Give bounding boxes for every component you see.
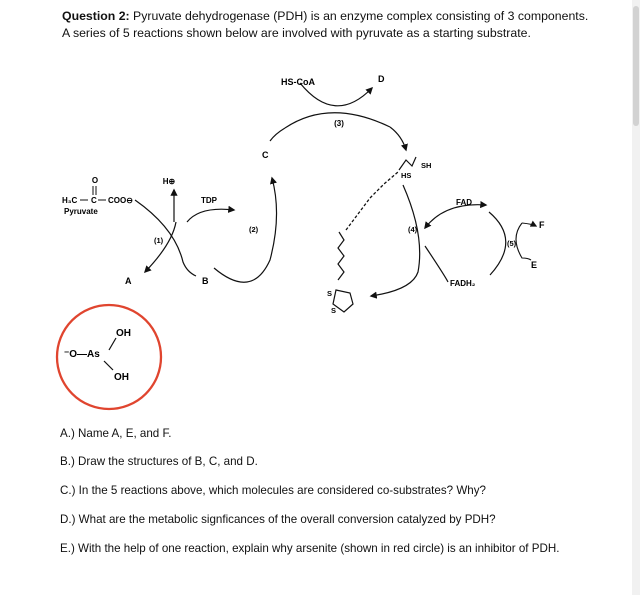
- label-A: A: [125, 276, 132, 286]
- step1-label: (1): [154, 236, 164, 245]
- question-title-text: Pyruvate dehydrogenase (PDH) is an enzyme complex consisting of 3 components.: [129, 9, 589, 23]
- arsenite-oh-top: OH: [116, 328, 131, 339]
- question-title-line2: A series of 5 reactions shown below are involved with pyruvate as a starting substrate.: [62, 26, 531, 40]
- question-a: A.) Name A, E, and F.: [60, 427, 172, 440]
- step4-main-arc: [371, 185, 420, 296]
- lipoyl-arm-lower: [338, 232, 344, 280]
- step5-cosubstrate-arc: [516, 223, 531, 260]
- label-C: C: [262, 150, 269, 160]
- question-b: B.) Draw the structures of B, C, and D.: [60, 455, 258, 468]
- pyruvate-carbonyl-o: O: [91, 176, 99, 185]
- label-D: D: [378, 74, 385, 84]
- pyruvate-methyl: H₃C: [62, 196, 78, 205]
- step2-arc: [214, 178, 277, 282]
- question-number: Question 2:: [62, 9, 130, 23]
- sh-label: SH: [421, 161, 432, 170]
- pyruvate-structure: [62, 176, 133, 216]
- tdp-arrow: [187, 209, 234, 222]
- fadh2-label: FADH₂: [450, 279, 476, 288]
- hs-label: HS: [401, 171, 412, 180]
- step3-label: (3): [334, 119, 344, 128]
- hplus-label: H⊕: [162, 177, 176, 186]
- step1-arc-a: [135, 200, 196, 276]
- step5-main-arc: [489, 212, 506, 275]
- lipoyl-arm-upper: [346, 172, 398, 230]
- fad-arrow: [425, 205, 486, 228]
- label-B: B: [202, 276, 209, 286]
- arsenite-structure: [57, 305, 161, 409]
- label-E: E: [531, 260, 538, 270]
- pyruvate-carbon: C: [91, 196, 97, 205]
- fad-label: FAD: [456, 198, 472, 207]
- step5-label: (5): [507, 239, 517, 248]
- hscoa-label: HS-CoA: [281, 77, 315, 87]
- lipoyl-dithiolane-ring: [327, 289, 353, 315]
- question-c: C.) In the 5 reactions above, which molecules are considered co-substrates? Why?: [60, 484, 486, 497]
- question-e: E.) With the help of one reaction, explain why arsenite (shown in red circle) is an inhibitor of PDH.: [60, 542, 560, 555]
- step2-label: (2): [249, 225, 259, 234]
- ring-sulfur-2: S: [331, 306, 337, 315]
- question-d: D.) What are the metabolic signficances of the overall conversion catalyzed by PDH?: [60, 513, 496, 526]
- tdp-label: TDP: [201, 196, 217, 205]
- pyruvate-carboxylate: COO⊖: [108, 196, 133, 205]
- pyruvate-label: Pyruvate: [64, 207, 98, 216]
- dihydrolipoyl-chain: [399, 157, 416, 170]
- label-F: F: [539, 220, 545, 230]
- fadh2-arrow: [425, 246, 448, 282]
- arsenite-oh-bottom: OH: [114, 372, 129, 383]
- ring-sulfur-1: S: [327, 289, 333, 298]
- arsenite-o-as: ⁻O—As: [64, 349, 100, 360]
- step4-label: (4): [408, 225, 418, 234]
- step1-arc-b: [145, 222, 176, 272]
